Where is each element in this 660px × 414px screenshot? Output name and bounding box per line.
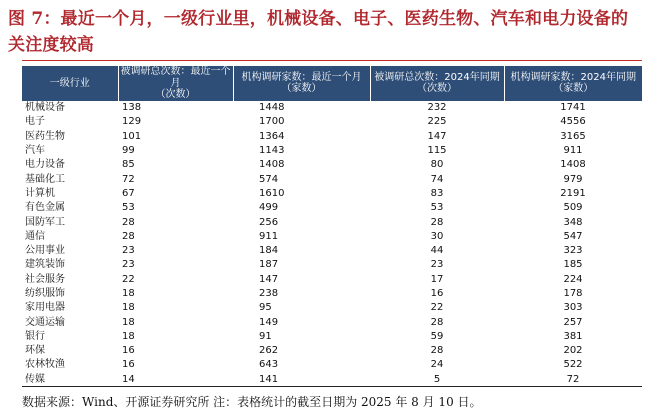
prior-visits-cell: 147 (427, 130, 447, 142)
recent-institutions-cell: 184 (259, 245, 279, 257)
recent-visits-cell: 14 (118, 372, 233, 387)
prior-institutions-cell: 348 (563, 216, 583, 228)
table-row (22, 201, 642, 215)
sector-cell: 电力设备 (25, 159, 65, 171)
recent-institutions-cell: 1408 (259, 159, 285, 171)
prior-visits-cell: 74 (430, 173, 444, 185)
recent-visits-cell: 23 (122, 259, 135, 271)
sector-cell: 建筑装饰 (25, 259, 65, 271)
column-header-unit: （次数） (417, 83, 457, 95)
prior-institutions-cell: 522 (563, 359, 583, 371)
recent-visits-cell: 72 (122, 173, 135, 185)
table-header (22, 66, 642, 101)
prior-visits-cell: 232 (427, 102, 447, 114)
sector-cell: 医药生物 (25, 130, 65, 142)
sector-cell: 交通运输 (25, 316, 65, 328)
recent-visits-cell: 67 (122, 187, 135, 199)
table-row (22, 258, 642, 272)
figure-title-line-1: 图 7：最近一个月，一级行业里，机械设备、电子、医药生物、汽车和电力设备的 (8, 9, 629, 29)
recent-institutions-cell: 147 (259, 273, 279, 285)
column-header-unit: （家数） (281, 83, 322, 95)
sector-cell: 电子 (25, 116, 45, 128)
recent-visits-cell: 53 (122, 202, 135, 214)
table-row (22, 358, 642, 372)
recent-visits-cell: 28 (122, 216, 135, 228)
sector-cell: 基础化工 (25, 173, 65, 185)
sector-cell: 纺织服饰 (25, 288, 65, 299)
recent-visits-cell: 28 (122, 230, 135, 242)
column-header-3 (370, 66, 504, 101)
table-row (22, 344, 642, 358)
prior-institutions-cell: 323 (563, 245, 583, 257)
recent-visits-cell: 23 (122, 245, 135, 257)
prior-institutions-cell: 911 (563, 145, 583, 157)
prior-visits-cell: 17 (430, 273, 444, 285)
prior-institutions-cell: 257 (563, 316, 583, 328)
prior-institutions-cell: 547 (563, 230, 583, 242)
table-body (22, 101, 642, 387)
recent-institutions-cell: 574 (259, 173, 279, 185)
sector-cell: 银行 (25, 330, 45, 342)
column-header-label: 一级行业 (49, 77, 90, 89)
prior-institutions-cell: 509 (563, 202, 583, 214)
prior-visits-cell: 44 (430, 245, 444, 257)
prior-visits-cell: 28 (430, 216, 444, 228)
table-row (22, 215, 642, 229)
recent-institutions-cell: 95 (259, 302, 272, 314)
table-row (22, 101, 642, 115)
column-header-label: 被调研总次数：2024年同期 (374, 71, 500, 83)
table-row (22, 186, 642, 200)
sector-cell: 机械设备 (25, 102, 65, 114)
column-header-unit: （家数） (553, 83, 594, 95)
sector-cell: 有色金属 (25, 202, 65, 214)
sector-cell: 环保 (25, 345, 45, 357)
recent-institutions-cell: 1448 (259, 102, 285, 114)
table-row (22, 229, 642, 243)
recent-visits-cell: 138 (122, 102, 142, 114)
recent-visits-cell: 18 (122, 302, 135, 314)
recent-visits-cell: 16 (122, 359, 135, 371)
recent-institutions-cell: 91 (259, 330, 272, 342)
source-note: 数据来源：Wind、开源证券研究所 注：表格统计的截至日期为 2025 年 8 月 10 日。 (22, 395, 482, 409)
sector-cell: 公用事业 (25, 245, 65, 257)
table-row (22, 115, 642, 129)
sector-cell: 通信 (25, 230, 45, 242)
recent-institutions-cell: 1610 (259, 187, 285, 199)
prior-visits-cell: 225 (427, 116, 447, 128)
table-row (22, 301, 642, 315)
sector-cell: 家用电器 (25, 302, 65, 314)
sector-cell: 计算机 (25, 187, 55, 199)
column-header-unit: （次数） (155, 89, 196, 100)
column-header-4 (504, 66, 642, 101)
table-row (22, 272, 642, 286)
sector-cell: 社会服务 (25, 273, 65, 285)
recent-institutions-cell: 1700 (259, 116, 285, 128)
table-row (22, 329, 642, 343)
prior-institutions-cell: 178 (563, 288, 583, 299)
prior-visits-cell: 80 (430, 159, 444, 171)
sector-cell: 汽车 (25, 145, 45, 157)
prior-institutions-cell: 224 (563, 273, 583, 285)
column-header-1 (118, 66, 233, 101)
recent-institutions-cell: 1143 (259, 145, 285, 157)
column-header-0 (22, 66, 118, 101)
prior-visits-cell: 28 (430, 316, 444, 328)
recent-institutions-cell: 262 (259, 345, 279, 357)
recent-visits-cell: 18 (122, 316, 135, 328)
prior-institutions-cell: 202 (563, 345, 583, 357)
prior-visits-cell: 83 (430, 187, 444, 199)
prior-visits-cell: 30 (430, 230, 444, 242)
prior-visits-cell: 53 (430, 202, 444, 214)
recent-visits-cell: 99 (122, 145, 135, 157)
recent-institutions-cell: 256 (259, 216, 279, 228)
prior-institutions-cell: 979 (563, 173, 583, 185)
table-top-rule (22, 60, 642, 61)
table-row (22, 158, 642, 172)
table-row (22, 129, 642, 143)
column-header-label: 被调研总次数：最近一个月 (120, 66, 231, 89)
sector-cell: 国防军工 (25, 216, 65, 228)
prior-visits-cell: 59 (430, 330, 444, 342)
prior-institutions-cell: 4556 (560, 116, 586, 128)
column-header-2 (233, 66, 370, 101)
recent-institutions-cell: 149 (259, 316, 279, 328)
prior-visits-cell: 16 (430, 288, 444, 299)
prior-visits-cell: 22 (430, 302, 444, 314)
recent-visits-cell: 85 (122, 159, 135, 171)
recent-institutions-cell: 187 (259, 259, 279, 271)
recent-institutions-cell: 643 (259, 359, 279, 371)
sector-cell: 农林牧渔 (25, 359, 65, 371)
table-row (22, 315, 642, 329)
prior-visits-cell: 115 (427, 145, 447, 157)
prior-institutions-cell: 1741 (560, 102, 586, 114)
survey-table (22, 66, 642, 387)
header-row (22, 66, 642, 101)
prior-institutions-cell: 1408 (560, 159, 586, 171)
prior-visits-cell: 28 (430, 345, 444, 357)
table-row (22, 172, 642, 186)
prior-visits-cell: 5 (370, 372, 504, 387)
column-header-label: 机构调研家数：最近一个月 (241, 71, 362, 83)
recent-visits-cell: 22 (122, 273, 135, 285)
figure-title-line-2: 关注度较高 (8, 35, 94, 55)
recent-institutions-cell: 499 (259, 202, 279, 214)
recent-visits-cell: 16 (122, 345, 135, 357)
recent-visits-cell: 129 (122, 116, 142, 128)
table-row (22, 372, 642, 387)
prior-visits-cell: 24 (430, 359, 444, 371)
sector-cell: 传媒 (22, 372, 118, 387)
recent-visits-cell: 18 (122, 330, 135, 342)
prior-institutions-cell: 185 (563, 259, 583, 271)
table-row (22, 243, 642, 257)
recent-institutions-cell: 1364 (259, 130, 285, 142)
prior-institutions-cell: 3165 (560, 130, 586, 142)
recent-institutions-cell: 911 (259, 230, 279, 242)
prior-institutions-cell: 2191 (560, 187, 586, 199)
recent-institutions-cell: 141 (233, 372, 370, 387)
recent-visits-cell: 101 (122, 130, 142, 142)
prior-visits-cell: 23 (430, 259, 444, 271)
recent-institutions-cell: 238 (259, 288, 279, 299)
column-header-label: 机构调研家数：2024年同期 (510, 71, 636, 83)
figure-title (8, 6, 656, 58)
prior-institutions-cell: 381 (563, 330, 583, 342)
table-row (22, 143, 642, 157)
recent-visits-cell: 18 (122, 288, 135, 299)
prior-institutions-cell: 72 (504, 372, 642, 387)
table-row (22, 286, 642, 300)
prior-institutions-cell: 303 (563, 302, 583, 314)
